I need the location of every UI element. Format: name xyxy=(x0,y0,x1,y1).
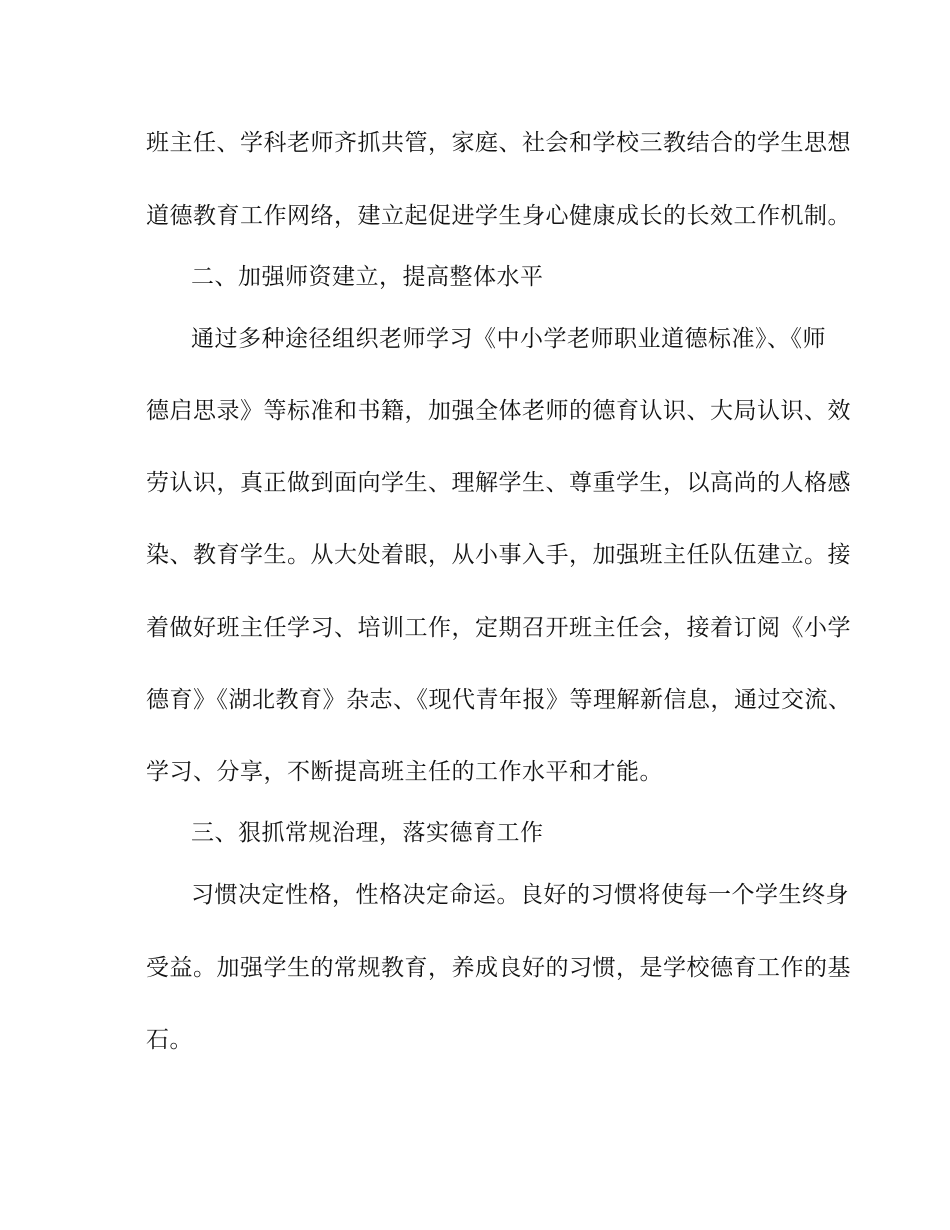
section-heading: 二、加强师资建立，提高整体水平 xyxy=(191,264,544,290)
paragraph-line: 受益。加强学生的常规教育，养成良好的习惯，是学校德育工作的基 xyxy=(146,955,851,981)
paragraph-line: 通过多种途径组织老师学习《中小学老师职业道德标准》、《师 xyxy=(191,326,826,352)
paragraph-line: 染、教育学生。从大处着眼，从小事入手，加强班主任队伍建立。接 xyxy=(146,542,851,568)
section-heading: 三、狠抓常规治理，落实德育工作 xyxy=(191,820,544,846)
paragraph-line: 石。 xyxy=(146,1027,193,1053)
paragraph-line: 德启思录》等标准和书籍，加强全体老师的德育认识、大局认识、效 xyxy=(146,398,851,424)
paragraph-line: 道德教育工作网络，建立起促进学生身心健康成长的长效工作机制。 xyxy=(146,203,851,229)
paragraph-line: 劳认识，真正做到面向学生、理解学生、尊重学生，以高尚的人格感 xyxy=(146,470,851,496)
paragraph-line: 德育》《湖北教育》杂志、《现代青年报》等理解新信息，通过交流、 xyxy=(146,687,852,713)
paragraph-line: 班主任、学科老师齐抓共管，家庭、社会和学校三教结合的学生思想 xyxy=(146,130,851,156)
paragraph-line: 着做好班主任学习、培训工作，定期召开班主任会，接着订阅《小学 xyxy=(146,615,851,641)
paragraph-line: 学习、分享，不断提高班主任的工作水平和才能。 xyxy=(146,759,663,785)
paragraph-line: 习惯决定性格，性格决定命运。良好的习惯将使每一个学生终身 xyxy=(191,882,849,908)
